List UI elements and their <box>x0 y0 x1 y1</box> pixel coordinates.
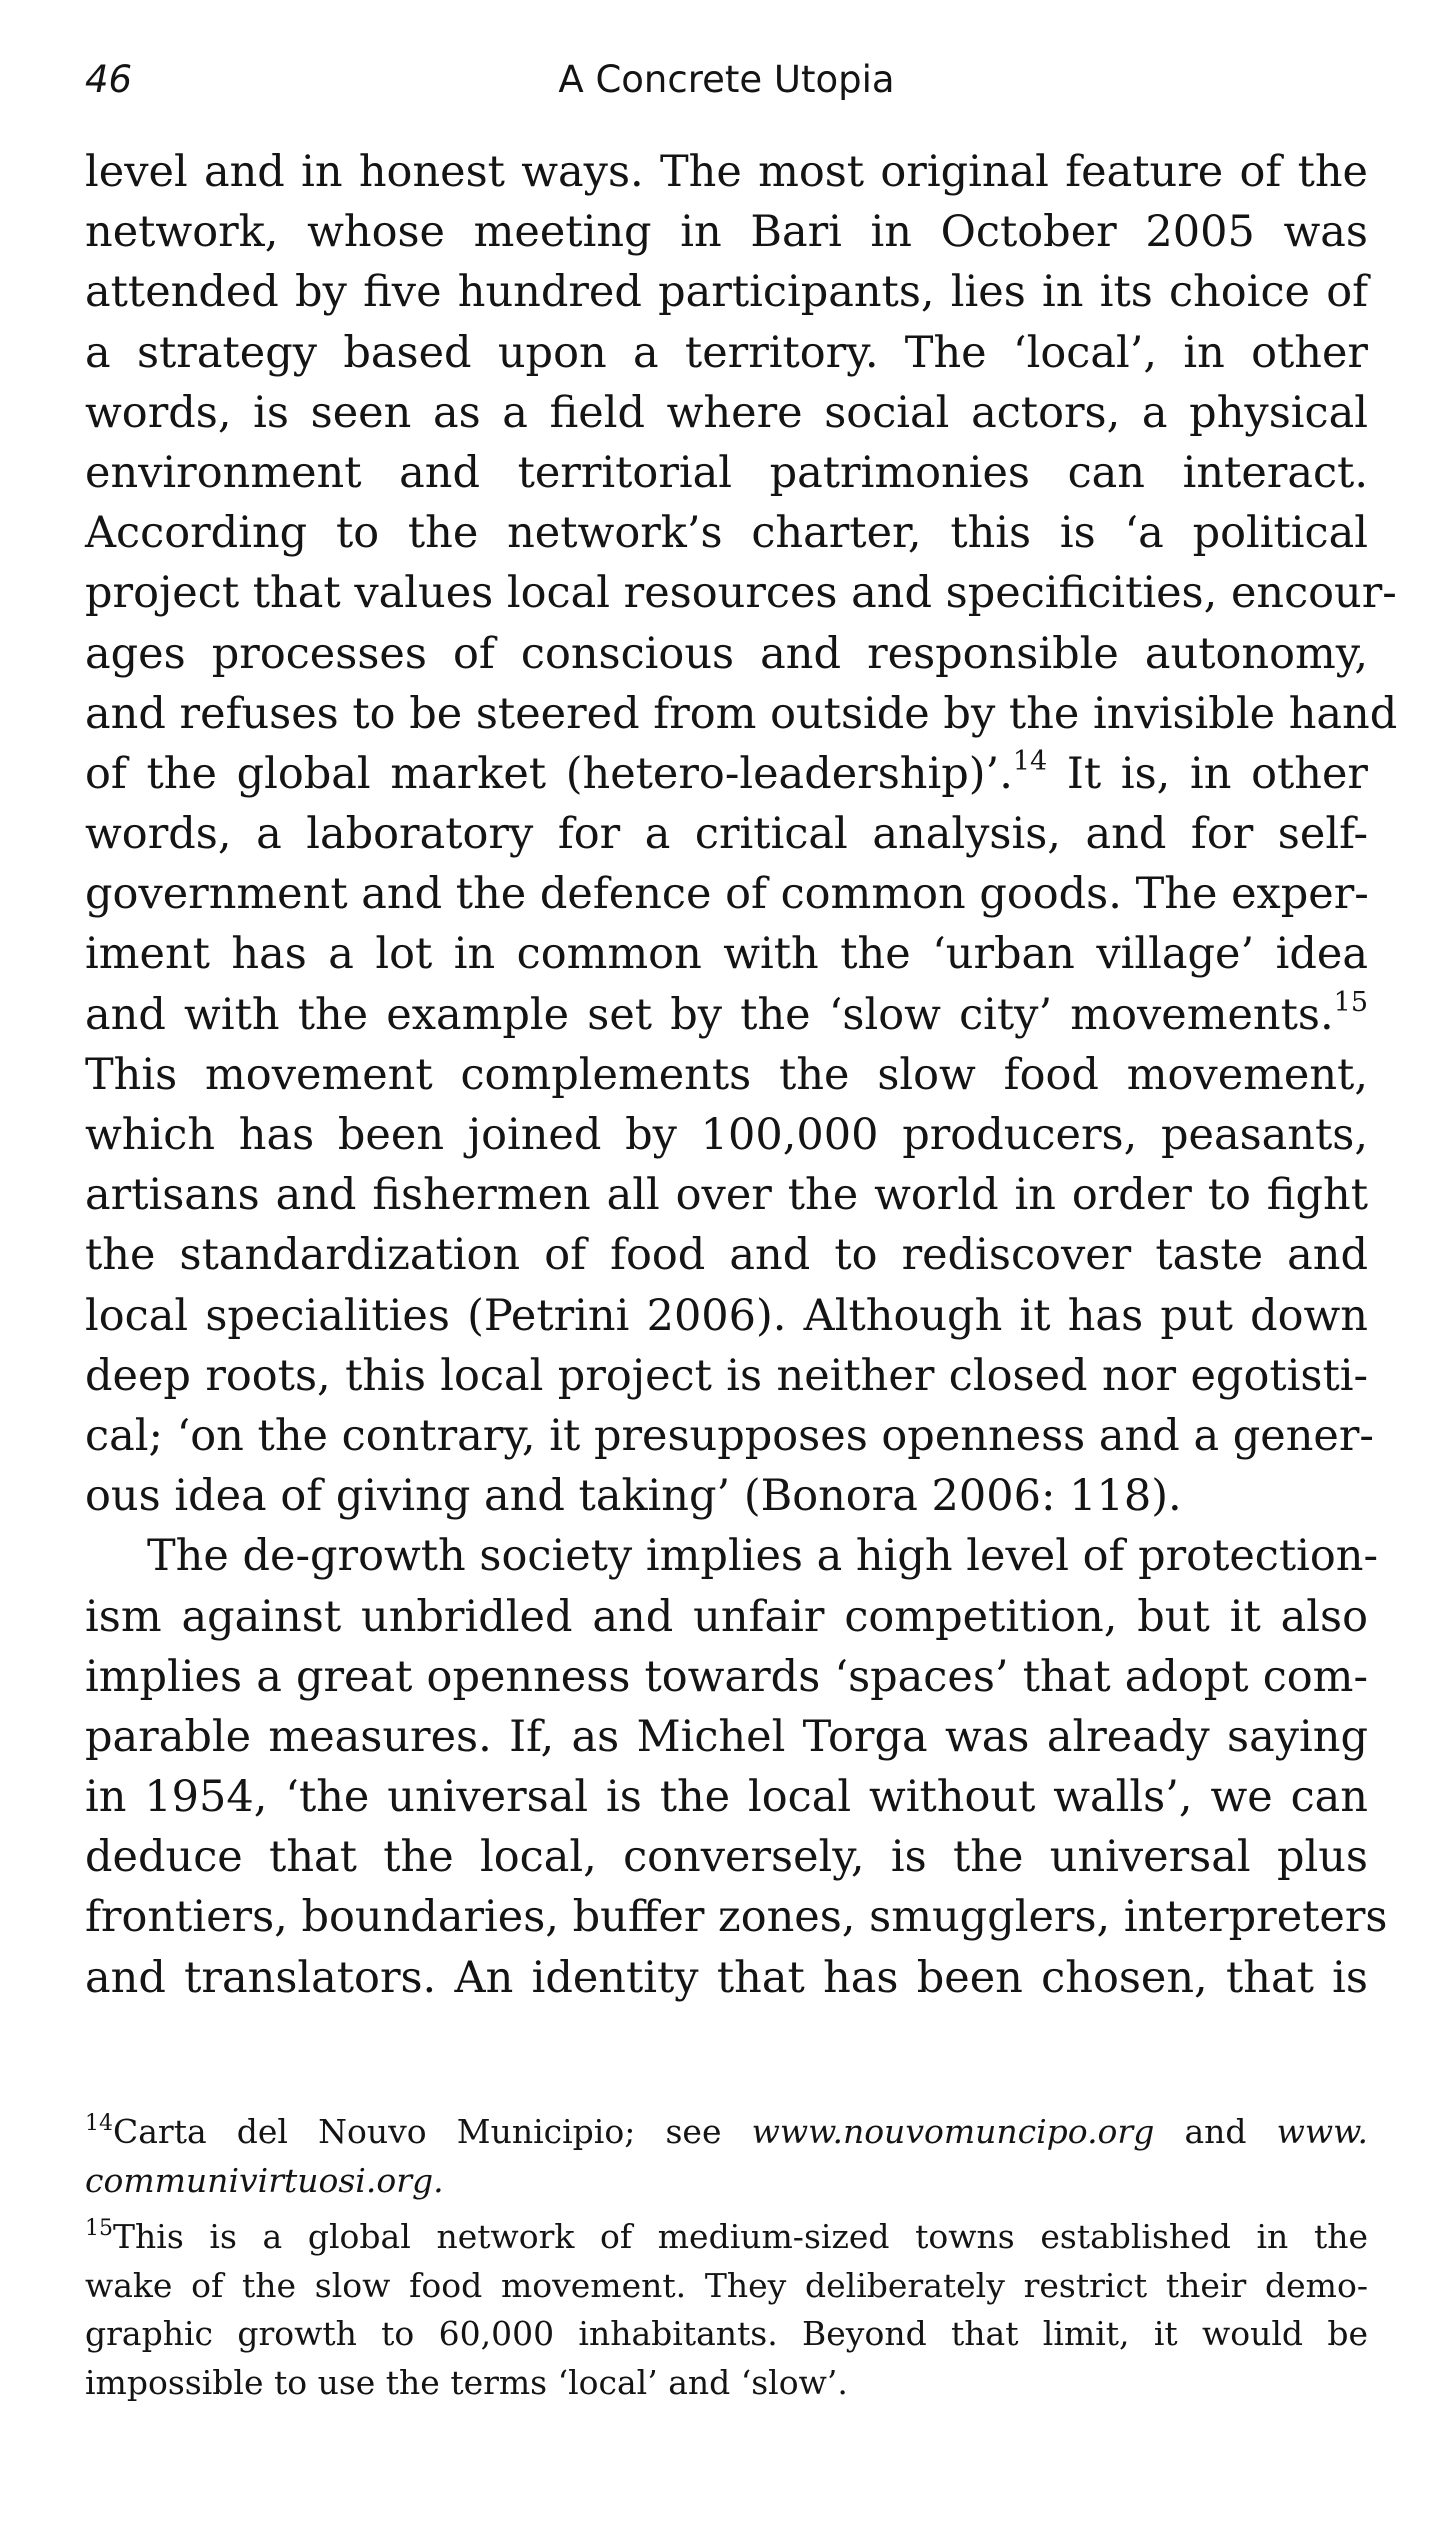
text-line: According to the network’s charter, this is ‘a political <box>85 508 1368 559</box>
footnote-link[interactable]: communivirtuosi.org. <box>85 2160 444 2200</box>
text-line: artisans and fishermen all over the world in order to fight <box>85 1170 1368 1221</box>
text-line: environment and territorial patrimonies can interact. <box>85 447 1368 498</box>
footnote-14 <box>85 2108 1368 2157</box>
text-line: implies a great openness towards ‘spaces’ that adopt com- <box>85 1651 1368 1702</box>
footnote-14-line-2 <box>85 2157 1368 2206</box>
footnote-text-line: graphic growth to 60,000 inhabitants. Beyond that limit, it would be <box>85 2314 1368 2353</box>
text-line: attended by five hundred participants, lies in its choice of <box>85 267 1368 318</box>
footnote-reference-14[interactable]: 14 <box>1012 745 1048 777</box>
text-line: a strategy based upon a territory. The ‘local’, in other <box>85 327 1368 378</box>
body-text <box>85 142 1398 2008</box>
text-line: level and in honest ways. The most original feature of the <box>85 147 1368 197</box>
footnote-text: Carta del Nouvo Municipio; see <box>113 2112 752 2151</box>
text-line: ism against unbridled and unfair competition, but it also <box>85 1591 1368 1642</box>
text-line: words, is seen as a field where social actors, a physical <box>85 387 1368 438</box>
text-line: network, whose meeting in Bari in October 2005 was <box>85 207 1368 258</box>
text-fragment: of the global market (hetero-leadership)’. <box>85 748 1013 799</box>
footnote-link[interactable]: www. <box>1276 2112 1368 2151</box>
footnote-text-line: impossible to use the terms ‘local’ and ‘slow’. <box>85 2362 848 2402</box>
footnote-reference-15[interactable]: 15 <box>1333 986 1368 1018</box>
running-title: A Concrete Utopia <box>558 58 895 101</box>
text-line: in 1954, ‘the universal is the local without walls’, we can <box>85 1772 1368 1823</box>
text-line: and refuses to be steered from outside by the invisible hand <box>85 688 1398 739</box>
text-line: This movement complements the slow food movement, <box>85 1049 1368 1100</box>
text-line: cal; ‘on the contrary, it presupposes openness and a gener- <box>85 1410 1374 1461</box>
text-line: The de-growth society implies a high level of protection- <box>147 1531 1379 1582</box>
footnote-marker: 14 <box>85 2111 113 2136</box>
footnote-text: This is a global network of medium-sized towns established in the <box>113 2217 1368 2256</box>
footnote-link[interactable]: www.nouvomuncipo.org <box>751 2112 1155 2151</box>
text-line: parable measures. If, as Michel Torga was already saying <box>85 1711 1368 1762</box>
text-line: frontiers, boundaries, buffer zones, smugglers, interpreters <box>85 1892 1388 1943</box>
text-fragment: It is, in other <box>1047 748 1368 799</box>
text-line: government and the defence of common goods. The exper- <box>85 869 1369 920</box>
text-line: and translators. An identity that has been chosen, that is <box>85 1952 1368 2003</box>
footnote-text-line: wake of the slow food movement. They deliberately restrict their demo- <box>85 2265 1368 2305</box>
text-line: ous idea of giving and taking’ (Bonora 2006: 118). <box>85 1471 1182 1522</box>
footnote-15 <box>85 2213 1368 2262</box>
footnotes <box>85 2108 1368 2407</box>
text-line <box>85 744 1368 804</box>
footnote-text: and <box>1154 2112 1277 2151</box>
text-line: deep roots, this local project is neither closed nor egotisti- <box>85 1350 1368 1401</box>
footnote-marker: 15 <box>85 2216 113 2241</box>
page-number: 46 <box>85 58 133 101</box>
text-fragment: and with the example set by the ‘slow city’ movements. <box>85 989 1334 1040</box>
text-line: local specialities (Petrini 2006). Although it has put down <box>85 1290 1368 1341</box>
text-line: words, a laboratory for a critical analysis, and for self- <box>85 809 1368 860</box>
text-line: deduce that the local, conversely, is the universal plus <box>85 1832 1368 1883</box>
text-line: ages processes of conscious and responsible autonomy, <box>85 628 1368 679</box>
text-line: the standardization of food and to rediscover taste and <box>85 1230 1368 1281</box>
text-line: iment has a lot in common with the ‘urban village’ idea <box>85 929 1368 980</box>
text-line: project that values local resources and specificities, encour- <box>85 568 1397 619</box>
running-head <box>85 50 1368 110</box>
text-line <box>85 985 1368 1045</box>
text-line: which has been joined by 100,000 producers, peasants, <box>85 1110 1368 1160</box>
